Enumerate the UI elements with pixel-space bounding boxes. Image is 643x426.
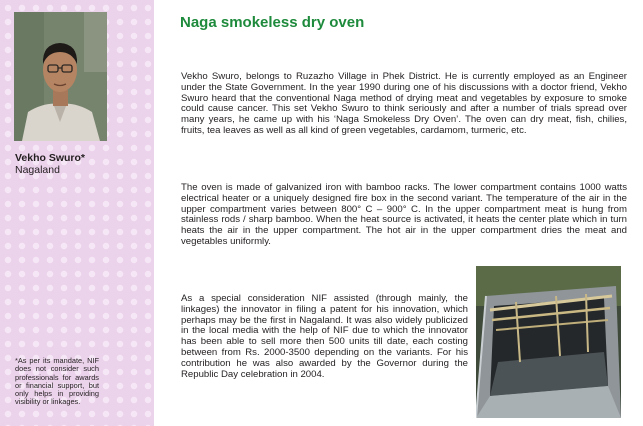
oven-photo [476, 266, 621, 418]
paragraph-background: Vekho Swuro, belongs to Ruzazho Village in Phek District. He is currently employed as an Engineer under the State Government. In the year 1990 during one of his discussions with a doctor friend, Vekho Swuro heard that the conventional Naga method of drying meat and vegetables by exposure to smoke could cause cancer. This set Vekho Swuro to think seriously and after a number of trials spread over many years, he came up with his ‘Naga Smokeless Dry Oven’. The oven can dry meat, fish, chilies, fruits, tea leaves as well as all kind of green vegetables, cardamom, turmeric, etc. [181, 71, 627, 136]
portrait-image [14, 12, 107, 141]
article-title: Naga smokeless dry oven [180, 14, 365, 31]
oven-image [476, 266, 621, 418]
paragraph-oven-description: The oven is made of galvanized iron with bamboo racks. The lower compartment contains 1000 watts electrical heater or a uniquely designed fire box in the second variant. The temperature of the air in the upper compartment varies between 800° C – 900° C. In the upper compartment meat is hung from stainless rods / sharp bamboo. When the heat source is activated, it heats the center plate which in turn heats the air in the upper compartment. The hot air in the upper compartment dries the meat and vegetables uniformly. [181, 182, 627, 247]
innovator-region: Nagaland [15, 164, 60, 176]
footnote: *As per its mandate, NIF does not consider such professionals for awards or financial support, but only helps in providing visibility or linkages. [15, 356, 99, 407]
innovator-name: Vekho Swuro* [15, 152, 86, 164]
sidebar [0, 0, 154, 426]
paragraph-nif-support: As a special consideration NIF assisted (through mainly, the linkages) the innovator in filing a patent for his innovation, which perhaps may be the first in Nagaland. It was also widely publicized in the local media with the help of NIF due to which the innovator has been able to sell more then 500 units till date, each costing between from Rs. 2000-3500 depending on the variants. For his contribution he was also awarded by the Governor during the Republic Day celebration in 2004. [181, 293, 468, 380]
innovator-portrait [14, 12, 107, 141]
